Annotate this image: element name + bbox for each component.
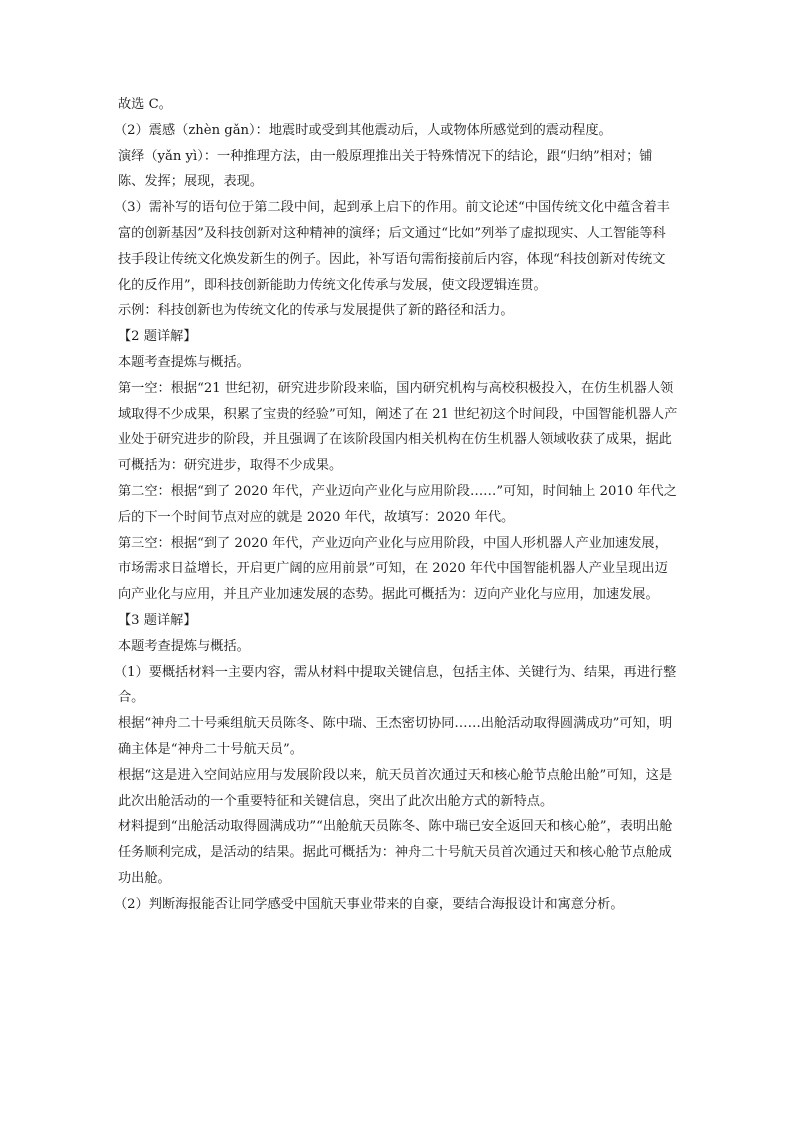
paragraph-blank-1: 第一空：根据“21 世纪初，研究进步阶段来临，国内研究机构与高校积极投入，在仿生机器人领域取得不少成果，积累了宝贵的经验”可知，阐述了在 21 世纪初这个时间段，中国智能机器人产业处于研究进步的阶段，并且强调了在该阶段国内相关机构在仿生机器人领域收获了成果，据此可概括为：研究进步，取得不少成果。 [118,380,678,474]
paragraph-blank-3: 第三空：根据“到了 2020 年代，产业迈向产业化与应用阶段，中国人形机器人产业加速发展，市场需求日益增长，开启更广阔的应用前景”可知，在 2020 年代中国智能机器人产业呈现出迈向产业化与应用，并且产业加速发展的态势。据此可概括为：迈向产业化与应用，加速发展。 [118,535,668,603]
paragraph-topic-2: 本题考查提炼与概括。 [118,354,250,370]
paragraph-blank-2: 第二空：根据“到了 2020 年代，产业迈向产业化与应用阶段……”可知，时间轴上 2010 年代之后的下一个时间节点对应的就是 2020 年代，故填写：2020 年代。 [118,483,677,525]
document-body [114,92,678,918]
paragraph-topic-3: 本题考查提炼与概括。 [118,638,250,654]
paragraph-summary-1: （1）要概括材料一主要内容，需从材料中提取关键信息，包括主体、关键行为、结果，再进行整合。 [114,664,677,706]
section-heading-2: 【2 题详解】 [118,329,197,345]
paragraph-result: 材料提到“出舱活动取得圆满成功”“出舱航天员陈冬、陈中瑞已安全返回天和核心舱”，表明出舱任务顺利完成，是活动的结果。据此可概括为：神舟二十号航天员首次通过天和核心舱节点舱成功出舱。 [118,819,673,886]
paragraph-zhengan: （2）震感（zhèn gǎn）：地震时或受到其他震动后，人或物体所感觉到的震动程度。 [114,122,612,138]
paragraph-poster: （2）判断海报能否让同学感受中国航天事业带来的自豪，要结合海报设计和寓意分析。 [114,896,624,912]
answer-line: 故选 C。 [118,97,172,112]
section-heading-3: 【3 题详解】 [118,612,197,628]
paragraph-feature: 根据“这是进入空间站应用与发展阶段以来，航天员首次通过天和核心舱节点舱出舱”可知，这是此次出舱活动的一个重要特征和关键信息，突出了此次出舱方式的新特点。 [118,767,673,809]
paragraph-subject: 根据“神舟二十号乘组航天员陈冬、陈中瑞、王杰密切协同……出舱活动取得圆满成功”可知，明确主体是“神舟二十号航天员”。 [118,716,673,757]
paragraph-example: 示例：科技创新也为传统文化的传承与发展提供了新的路径和活力。 [118,303,514,319]
paragraph-question-3: （3）需补写的语句位于第二段中间，起到承上启下的作用。前文论述“中国传统文化中蕴含着丰富的创新基因”及科技创新对这种精神的演绎；后文通过“比如”列举了虚拟现实、人工智能等科技手段让传统文化焕发新生的例子。因此，补写语句需衔接前后内容，体现“科技创新对传统文化的反作用”，即科技创新能助力传统文化传承与发展，使文段逻辑连贯。 [114,200,670,293]
paragraph-yanyi: 演绎（yǎn yì）：一种推理方法，由一般原理推出关于特殊情况下的结论，跟“归纳”相对；铺陈、发挥；展现，表现。 [118,148,653,190]
